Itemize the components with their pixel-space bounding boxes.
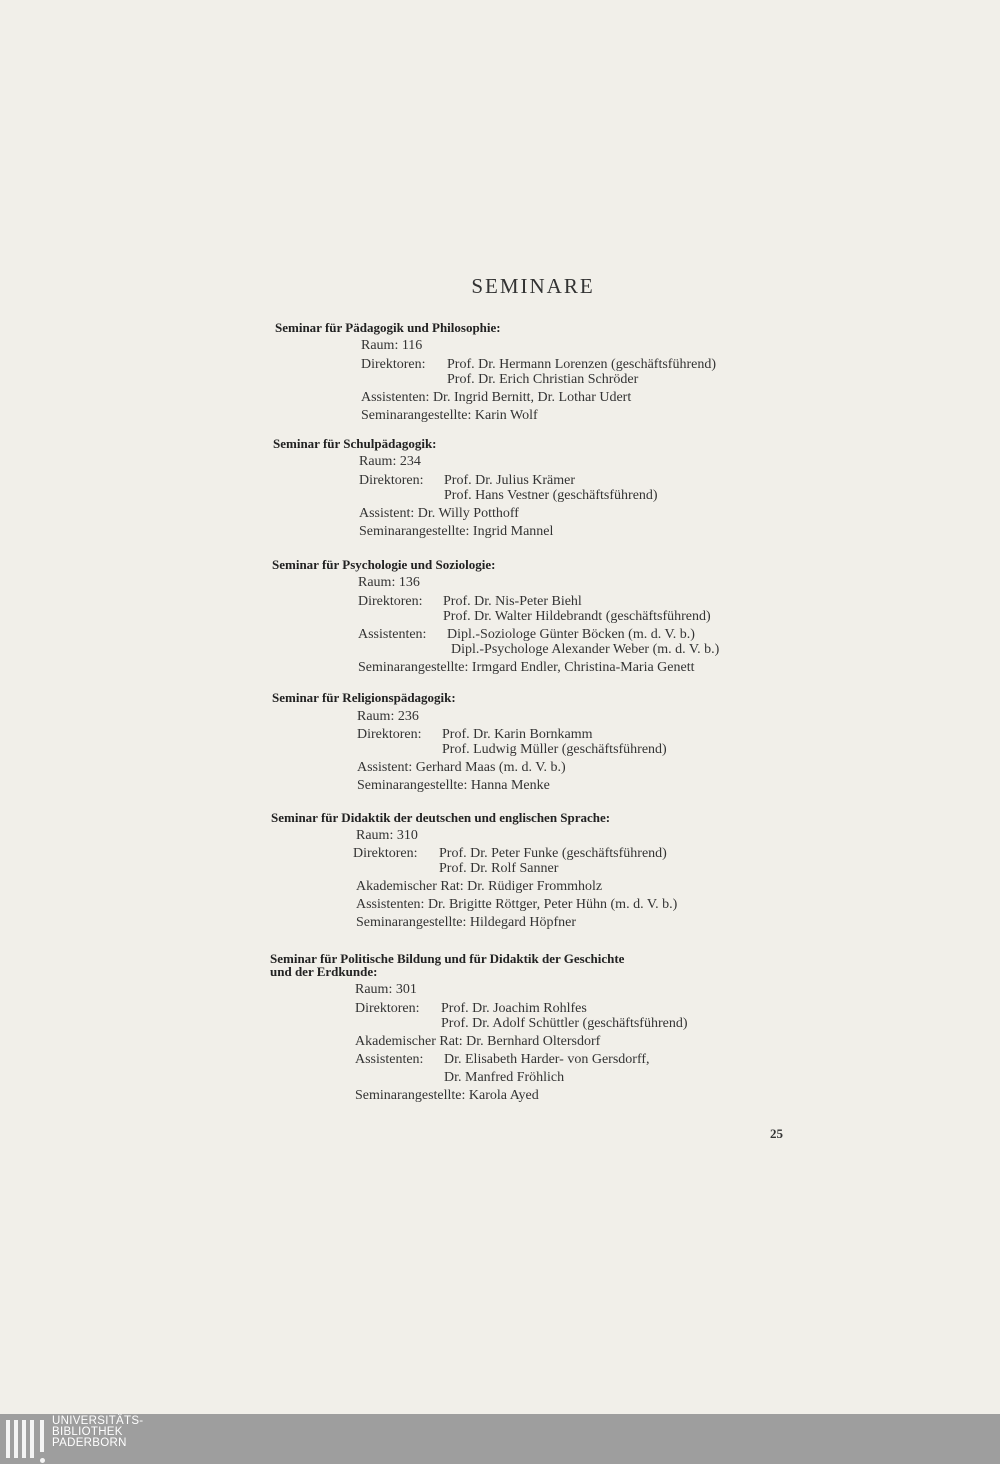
direktor-line: Prof. Dr. Rolf Sanner xyxy=(439,861,559,876)
section-heading: Seminar für Pädagogik und Philosophie: xyxy=(275,320,501,335)
angestellte-line: Seminarangestellte: Irmgard Endler, Christina-Maria Genett xyxy=(358,660,695,675)
angestellte-line: Seminarangestellte: Karin Wolf xyxy=(361,408,538,423)
direktoren-label: Direktoren: xyxy=(355,1001,420,1016)
angestellte-line: Seminarangestellte: Ingrid Mannel xyxy=(359,524,554,539)
assistenten-line: Assistenten: Dr. Ingrid Bernitt, Dr. Lothar Udert xyxy=(361,390,632,405)
library-name-line: PADERBORN xyxy=(52,1437,127,1449)
library-name xyxy=(52,1416,143,1449)
direktor-line: Prof. Dr. Peter Funke (geschäftsführend) xyxy=(439,846,667,861)
assistenten-line: Assistenten: Dr. Brigitte Röttger, Peter Hühn (m. d. V. b.) xyxy=(356,897,678,912)
direktor-line: Prof. Dr. Joachim Rohlfes xyxy=(441,1001,587,1016)
direktor-line: Prof. Ludwig Müller (geschäftsführend) xyxy=(442,742,667,757)
section-heading: Seminar für Didaktik der deutschen und englischen Sprache: xyxy=(271,810,611,825)
raum-line: Raum: 301 xyxy=(355,982,417,997)
direktoren-label: Direktoren: xyxy=(353,846,418,861)
assistent-line: Dr. Elisabeth Harder- von Gersdorff, xyxy=(444,1052,650,1067)
angestellte-line: Seminarangestellte: Hanna Menke xyxy=(357,778,550,793)
library-footer-bar xyxy=(0,1414,1000,1464)
section-heading: Seminar für Religionspädagogik: xyxy=(272,690,456,705)
section-heading-continued: und der Erdkunde: xyxy=(270,964,378,979)
assistent-line: Dipl.-Psychologe Alexander Weber (m. d. V. b.) xyxy=(451,642,720,657)
direktoren-label: Direktoren: xyxy=(359,473,424,488)
rat-line: Akademischer Rat: Dr. Bernhard Oltersdorf xyxy=(355,1034,601,1049)
rat-line: Akademischer Rat: Dr. Rüdiger Frommholz xyxy=(356,879,603,894)
assistent-line: Dr. Manfred Fröhlich xyxy=(444,1070,565,1085)
direktor-line: Prof. Hans Vestner (geschäftsführend) xyxy=(444,488,658,503)
assistenten-label: Assistenten: xyxy=(358,627,427,642)
assistent-line: Dipl.-Soziologe Günter Böcken (m. d. V. b.) xyxy=(447,627,695,642)
direktoren-label: Direktoren: xyxy=(361,357,426,372)
direktor-line: Prof. Dr. Erich Christian Schröder xyxy=(447,372,639,387)
section-heading: Seminar für Politische Bildung und für Didaktik der Geschichte xyxy=(270,951,625,966)
assistenten-label: Assistenten: xyxy=(355,1052,424,1067)
raum-line: Raum: 136 xyxy=(358,575,420,590)
direktor-line: Prof. Dr. Adolf Schüttler (geschäftsführend) xyxy=(441,1016,688,1031)
assistenten-line: Assistent: Gerhard Maas (m. d. V. b.) xyxy=(357,760,566,775)
direktoren-label: Direktoren: xyxy=(357,727,422,742)
raum-line: Raum: 236 xyxy=(357,709,419,724)
library-name-line: UNIVERSITÄTS- xyxy=(52,1415,144,1427)
page-number: 25 xyxy=(770,1126,783,1141)
section-heading: Seminar für Schulpädagogik: xyxy=(273,436,437,451)
raum-line: Raum: 234 xyxy=(359,454,421,469)
angestellte-line: Seminarangestellte: Karola Ayed xyxy=(355,1088,539,1103)
logo-dot-icon xyxy=(40,1458,45,1463)
raum-line: Raum: 116 xyxy=(361,338,423,353)
direktoren-label: Direktoren: xyxy=(358,594,423,609)
section-heading: Seminar für Psychologie und Soziologie: xyxy=(272,557,496,572)
direktor-line: Prof. Dr. Karin Bornkamm xyxy=(442,727,593,742)
angestellte-line: Seminarangestellte: Hildegard Höpfner xyxy=(356,915,577,930)
library-name-line: BIBLIOTHEK xyxy=(52,1426,123,1438)
direktor-line: Prof. Dr. Hermann Lorenzen (geschäftsführend) xyxy=(447,357,717,372)
direktor-line: Prof. Dr. Nis-Peter Biehl xyxy=(443,594,582,609)
direktor-line: Prof. Dr. Walter Hildebrandt (geschäftsführend) xyxy=(443,609,711,624)
page-title: SEMINARE xyxy=(471,274,595,298)
assistenten-line: Assistent: Dr. Willy Potthoff xyxy=(359,506,519,521)
direktor-line: Prof. Dr. Julius Krämer xyxy=(444,473,576,488)
raum-line: Raum: 310 xyxy=(356,828,418,843)
